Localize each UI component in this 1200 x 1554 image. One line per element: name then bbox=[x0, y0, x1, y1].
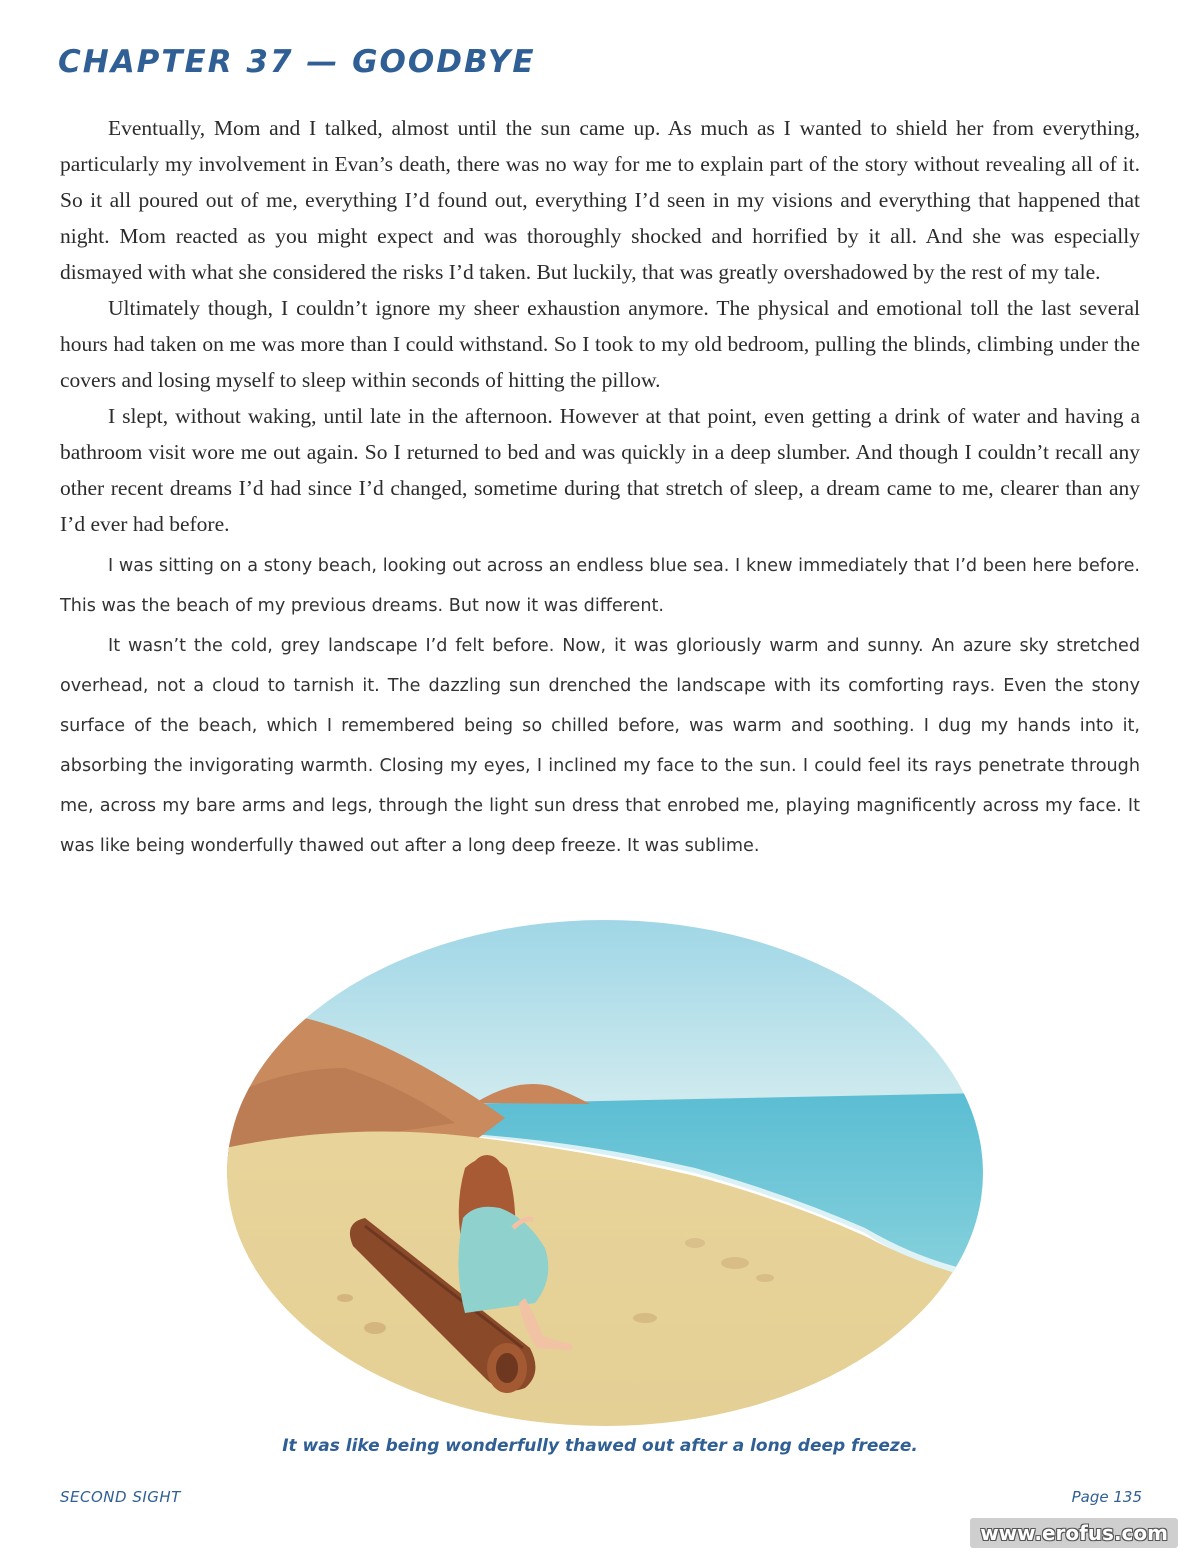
dream-paragraph: It wasn’t the cold, grey landscape I’d felt before. Now, it was gloriously warm and sunny. An azure sky stretched overhead, not a cloud to tarnish it. The dazzling sun drenched the landscape with its comforting rays. Even the stony surface of the beach, which I remembered being so chilled before, was warm and soothing. I dug my hands into it, absorbing the invigorating warmth. Closing my eyes, I inclined my face to the sun. I could feel its rays penetrate through me, across my bare arms and legs, through the light sun dress that enrobed me, playing magnificently across my face. It was like being wonderfully thawed out after a long deep freeze. It was sublime. bbox=[60, 636, 1140, 856]
paragraph: Ultimately though, I couldn’t ignore my sheer exhaustion anymore. The physical and emotional toll the last several hours had taken on me was more than I could withstand. So I took to my old bedroom, pulling the blinds, climbing under the covers and losing myself to sleep within seconds of hitting the pillow. bbox=[60, 296, 1140, 392]
pebble bbox=[721, 1257, 749, 1269]
illustration-caption: It was like being wonderfully thawed out after a long deep freeze. bbox=[282, 1436, 918, 1456]
page-number: Page 135 bbox=[1071, 1488, 1142, 1506]
paragraph: I slept, without waking, until late in the afternoon. However at that point, even getting a drink of water and having a bathroom visit wore me out again. So I returned to bed and was quickly in a deep slumber. And though I couldn’t recall any other recent dreams I’d had since I’d changed, sometime during that stretch of sleep, a dream came to me, clearer than any I’d ever had before. bbox=[60, 404, 1140, 536]
pebble bbox=[685, 1238, 705, 1248]
pebble bbox=[337, 1294, 353, 1302]
book-title: SECOND SIGHT bbox=[60, 1488, 181, 1506]
dream-paragraph: I was sitting on a stony beach, looking out across an endless blue sea. I knew immediately that I’d been here before. This was the beach of my previous dreams. But now it was different. bbox=[60, 556, 1140, 616]
pebble bbox=[633, 1313, 657, 1323]
chapter-title: CHAPTER 37 — GOODBYE bbox=[58, 44, 536, 80]
pebble bbox=[364, 1322, 386, 1334]
paragraph: Eventually, Mom and I talked, almost until the sun came up. As much as I wanted to shield her from everything, particularly my involvement in Evan’s death, there was no way for me to explain part of the story without revealing all of it. So it all poured out of me, everything I’d found out, everything I’d seen in my visions and everything that happened that night. Mom reacted as you might expect and was thoroughly shocked and horrified by it all. And she was especially dismayed with what she considered the risks I’d taken. But luckily, that was greatly overshadowed by the rest of my tale. bbox=[60, 116, 1140, 284]
beach-illustration bbox=[225, 918, 985, 1428]
body-text bbox=[60, 110, 1140, 866]
pebble bbox=[756, 1274, 774, 1282]
watermark[interactable]: www.erofus.com bbox=[970, 1518, 1178, 1548]
